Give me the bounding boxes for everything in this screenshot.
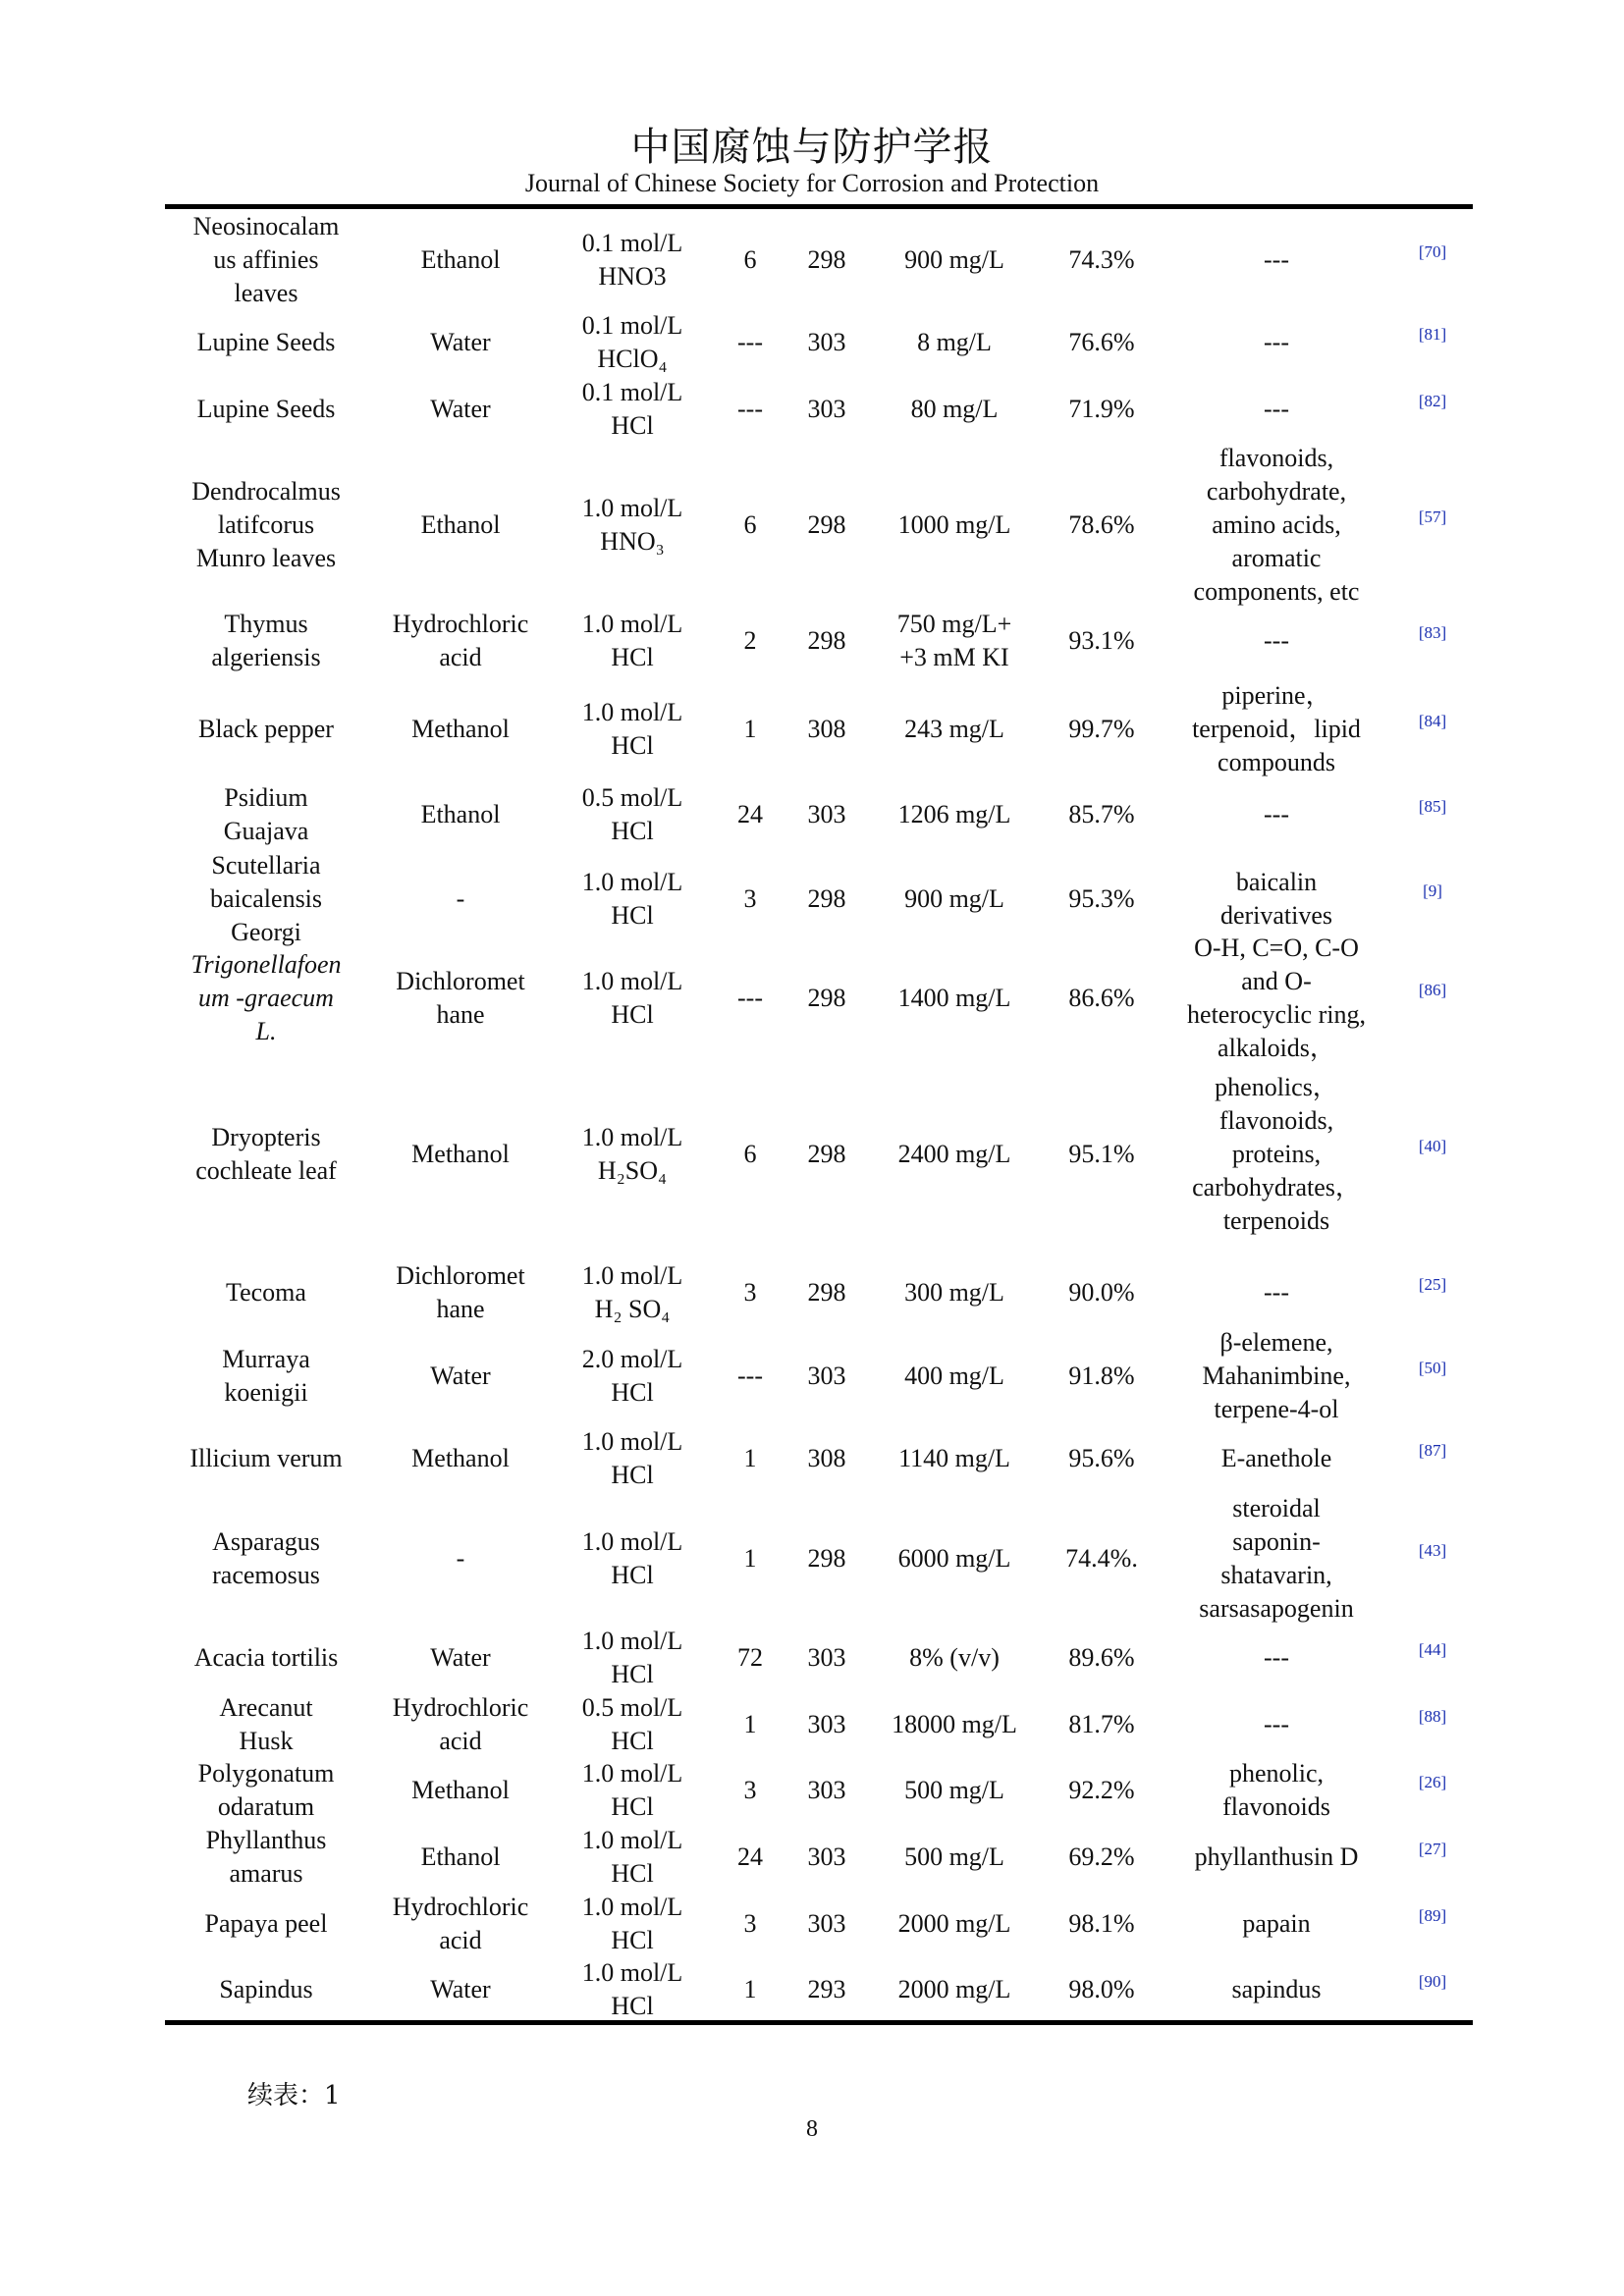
cell-eff: 95.1% [1068,1140,1135,1168]
cell-conc: 8% (v/v) [909,1643,1000,1672]
cell-source: Tecoma [226,1278,306,1307]
cell-extract: Water [430,328,491,356]
reference-link[interactable]: [84] [1418,712,1447,730]
cell-eff: 91.8% [1068,1362,1135,1390]
cell-eff: 76.6% [1068,328,1135,356]
cell-extract: Dichloromet hane [396,967,525,1029]
cell-components: --- [1264,328,1289,356]
cell-medium: 1.0 mol/L H₂SO₄ [581,1123,683,1185]
cell-extract: Ethanol [420,1842,501,1871]
cell-eff: 98.0% [1068,1975,1135,2003]
reference-link[interactable]: [44] [1418,1640,1447,1659]
cell-components: baicalin derivatives [1219,868,1333,930]
cell-eff: 99.7% [1068,715,1135,743]
cell-time: --- [737,395,763,423]
cell-eff: 90.0% [1068,1278,1135,1307]
cell-time: 24 [737,1842,763,1871]
cell-components: O-H, C=O, C-O and O- heterocyclic ring, alkaloids， [1187,934,1366,1062]
cell-conc: 1400 mg/L [897,984,1011,1012]
cell-components: phenolic, flavonoids [1222,1759,1330,1821]
cell-components: --- [1264,1643,1289,1672]
cell-components: --- [1264,1710,1289,1738]
cell-time: 3 [743,1909,757,1938]
cell-conc: 500 mg/L [904,1776,1004,1804]
cell-source: Papaya peel [204,1909,328,1938]
cell-medium: 1.0 mol/L HCl [581,1893,683,1954]
cell-temp: 308 [807,1444,846,1472]
reference-link[interactable]: [90] [1418,1972,1447,1991]
reference-link[interactable]: [88] [1418,1707,1447,1726]
cell-conc: 900 mg/L [904,245,1004,274]
cell-conc: 243 mg/L [904,715,1004,743]
cell-time: --- [737,1362,763,1390]
cell-medium: 1.0 mol/L HCl [581,610,683,671]
cell-conc: 900 mg/L [904,884,1004,913]
journal-title-chinese: 中国腐蚀与防护学报 [630,125,994,170]
cell-source: Trigonellafoen um -graecum L. [190,950,342,1045]
reference-link[interactable]: [86] [1418,981,1447,999]
cell-conc: 8 mg/L [917,328,992,356]
cell-components: piperine， terpenoid，lipid compounds [1192,681,1361,776]
cell-temp: 303 [807,1710,846,1738]
cell-extract: Water [430,1362,491,1390]
cell-conc: 2400 mg/L [897,1140,1011,1168]
cell-medium: 1.0 mol/L HCl [581,1527,683,1589]
cell-eff: 78.6% [1068,510,1135,539]
cell-eff: 95.3% [1068,884,1135,913]
cell-source: Thymus algeriensis [211,610,321,671]
cell-conc: 1000 mg/L [897,510,1011,539]
cell-medium: 0.1 mol/L HCl [581,378,683,440]
cell-extract: Hydrochloric acid [392,1893,529,1954]
cell-extract: Water [430,1975,491,2003]
cell-time: 6 [743,245,757,274]
cell-source: Phyllanthus amarus [205,1826,327,1888]
cell-components: --- [1264,800,1289,828]
cell-time: 6 [743,510,757,539]
cell-temp: 298 [807,626,846,655]
cell-conc: 2000 mg/L [897,1909,1011,1938]
cell-temp: 303 [807,800,846,828]
cell-temp: 303 [807,1643,846,1672]
cell-eff: 98.1% [1068,1909,1135,1938]
cell-extract: Water [430,395,491,423]
cell-conc: 400 mg/L [904,1362,1004,1390]
cell-extract: Hydrochloric acid [392,1693,529,1755]
cell-temp: 303 [807,1909,846,1938]
cell-temp: 303 [807,1842,846,1871]
cell-time: 1 [743,1544,757,1573]
cell-time: 1 [743,1444,757,1472]
cell-eff: 74.3% [1068,245,1135,274]
reference-link[interactable]: [81] [1418,325,1447,344]
table-top-rule [165,204,1473,209]
cell-time: 3 [743,1776,757,1804]
cell-source: Sapindus [219,1975,313,2003]
cell-temp: 298 [807,1278,846,1307]
cell-source: Polygonatum odaratum [197,1759,335,1821]
cell-source: Illicium verum [189,1444,343,1472]
cell-extract: Water [430,1643,491,1672]
cell-medium: 0.1 mol/L HClO₄ [581,311,683,373]
cell-components: sapindus [1231,1975,1322,2003]
cell-temp: 303 [807,328,846,356]
cell-time: 1 [743,715,757,743]
cell-components: --- [1264,1278,1289,1307]
cell-components: phyllanthusin D [1194,1842,1359,1871]
cell-extract: Methanol [411,1776,510,1804]
cell-source: Dryopteris cochleate leaf [195,1123,337,1185]
cell-extract: Methanol [411,715,510,743]
cell-eff: 71.9% [1068,395,1135,423]
cell-source: Lupine Seeds [196,395,336,423]
reference-link[interactable]: [83] [1418,623,1447,642]
cell-temp: 303 [807,395,846,423]
cell-conc: 80 mg/L [910,395,999,423]
cell-medium: 1.0 mol/L HCl [581,1759,683,1821]
cell-medium: 1.0 mol/L HCl [581,967,683,1029]
cell-conc: 6000 mg/L [897,1544,1011,1573]
cell-temp: 303 [807,1362,846,1390]
cell-source: Asparagus racemosus [212,1527,320,1589]
table-continuation-caption: 续表：1 [247,2081,341,2110]
cell-time: 72 [737,1643,763,1672]
reference-link[interactable]: [70] [1418,242,1447,261]
cell-components: β-elemene, Mahanimbine, terpene-4-ol [1202,1328,1351,1423]
cell-temp: 298 [807,1140,846,1168]
cell-temp: 308 [807,715,846,743]
cell-time: 2 [743,626,757,655]
cell-eff: 93.1% [1068,626,1135,655]
cell-source: Murraya koenigii [222,1345,310,1407]
cell-medium: 1.0 mol/L HCl [581,698,683,760]
cell-extract: Methanol [411,1444,510,1472]
cell-extract: - [456,884,465,913]
cell-time: 3 [743,884,757,913]
cell-source: Arecanut Husk [219,1693,313,1755]
cell-extract: Hydrochloric acid [392,610,529,671]
cell-conc: 1206 mg/L [897,800,1011,828]
cell-medium: 0.5 mol/L HCl [581,1693,683,1755]
reference-link[interactable]: [43] [1418,1541,1447,1560]
reference-link[interactable]: [9] [1423,881,1442,900]
table-bottom-rule [165,2020,1473,2025]
cell-time: 24 [737,800,763,828]
cell-components: papain [1242,1909,1311,1938]
cell-eff: 85.7% [1068,800,1135,828]
cell-source: Black pepper [198,715,334,743]
cell-components: --- [1264,395,1289,423]
cell-eff: 89.6% [1068,1643,1135,1672]
cell-medium: 0.1 mol/L HNO3 [581,229,683,291]
reference-link[interactable]: [25] [1418,1275,1447,1294]
cell-source: Psidium Guajava [223,783,309,845]
cell-source: Neosinocalam us affinies leaves [192,212,340,307]
cell-eff: 74.4%. [1065,1544,1138,1573]
cell-medium: 1.0 mol/L HCl [581,1826,683,1888]
reference-link[interactable]: [27] [1418,1840,1447,1858]
cell-medium: 0.5 mol/L HCl [581,783,683,845]
cell-time: 1 [743,1975,757,2003]
cell-medium: 1.0 mol/L HCl [581,1627,683,1688]
cell-extract: Ethanol [420,800,501,828]
cell-source: Scutellaria baicalensis Georgi [209,851,323,946]
cell-conc: 750 mg/L+ +3 mM KI [896,610,1012,671]
cell-time: 3 [743,1278,757,1307]
reference-link[interactable]: [26] [1418,1773,1447,1791]
cell-extract: Ethanol [420,245,501,274]
cell-source: Lupine Seeds [196,328,336,356]
cell-time: --- [737,984,763,1012]
cell-extract: - [456,1544,465,1573]
reference-link[interactable]: [50] [1418,1359,1447,1377]
cell-temp: 298 [807,1544,846,1573]
cell-eff: 92.2% [1068,1776,1135,1804]
cell-extract: Ethanol [420,510,501,539]
cell-source: Dendrocalmus latifcorus Munro leaves [191,477,341,572]
cell-extract: Methanol [411,1140,510,1168]
cell-temp: 298 [807,984,846,1012]
cell-time: 1 [743,1710,757,1738]
cell-conc: 500 mg/L [904,1842,1004,1871]
cell-eff: 81.7% [1068,1710,1135,1738]
cell-eff: 86.6% [1068,984,1135,1012]
reference-link[interactable]: [87] [1418,1441,1447,1460]
cell-components: phenolics， flavonoids, proteins, carbohydrates， terpenoids [1192,1073,1361,1235]
cell-temp: 293 [807,1975,846,2003]
reference-link[interactable]: [82] [1418,392,1447,410]
reference-link[interactable]: [85] [1418,797,1447,816]
cell-temp: 303 [807,1776,846,1804]
cell-components: --- [1264,245,1289,274]
cell-medium: 1.0 mol/L HCl [581,1958,683,2020]
cell-components: flavonoids, carbohydrate, amino acids, aromatic components, etc [1193,444,1360,606]
cell-medium: 2.0 mol/L HCl [581,1345,683,1407]
cell-eff: 69.2% [1068,1842,1135,1871]
cell-medium: 1.0 mol/L H₂ SO₄ [581,1261,683,1323]
cell-source: Acacia tortilis [193,1643,339,1672]
page-number: 8 [806,2116,818,2142]
cell-eff: 95.6% [1068,1444,1135,1472]
cell-medium: 1.0 mol/L HNO₃ [581,494,683,556]
cell-time: --- [737,328,763,356]
cell-conc: 300 mg/L [904,1278,1004,1307]
cell-temp: 298 [807,884,846,913]
journal-title-english: Journal of Chinese Society for Corrosion and Protection [524,169,1100,197]
cell-components: E-anethole [1220,1444,1332,1472]
reference-link[interactable]: [40] [1418,1137,1447,1155]
cell-time: 6 [743,1140,757,1168]
cell-extract: Dichloromet hane [396,1261,525,1323]
reference-link[interactable]: [89] [1418,1906,1447,1925]
reference-link[interactable]: [57] [1418,507,1447,526]
cell-medium: 1.0 mol/L HCl [581,868,683,930]
cell-temp: 298 [807,245,846,274]
cell-conc: 1140 mg/L [898,1444,1010,1472]
cell-components: steroidal saponin- shatavarin, sarsasapogenin [1199,1494,1354,1623]
cell-medium: 1.0 mol/L HCl [581,1427,683,1489]
cell-conc: 2000 mg/L [897,1975,1011,2003]
cell-temp: 298 [807,510,846,539]
cell-components: --- [1264,626,1289,655]
cell-conc: 18000 mg/L [892,1710,1017,1738]
